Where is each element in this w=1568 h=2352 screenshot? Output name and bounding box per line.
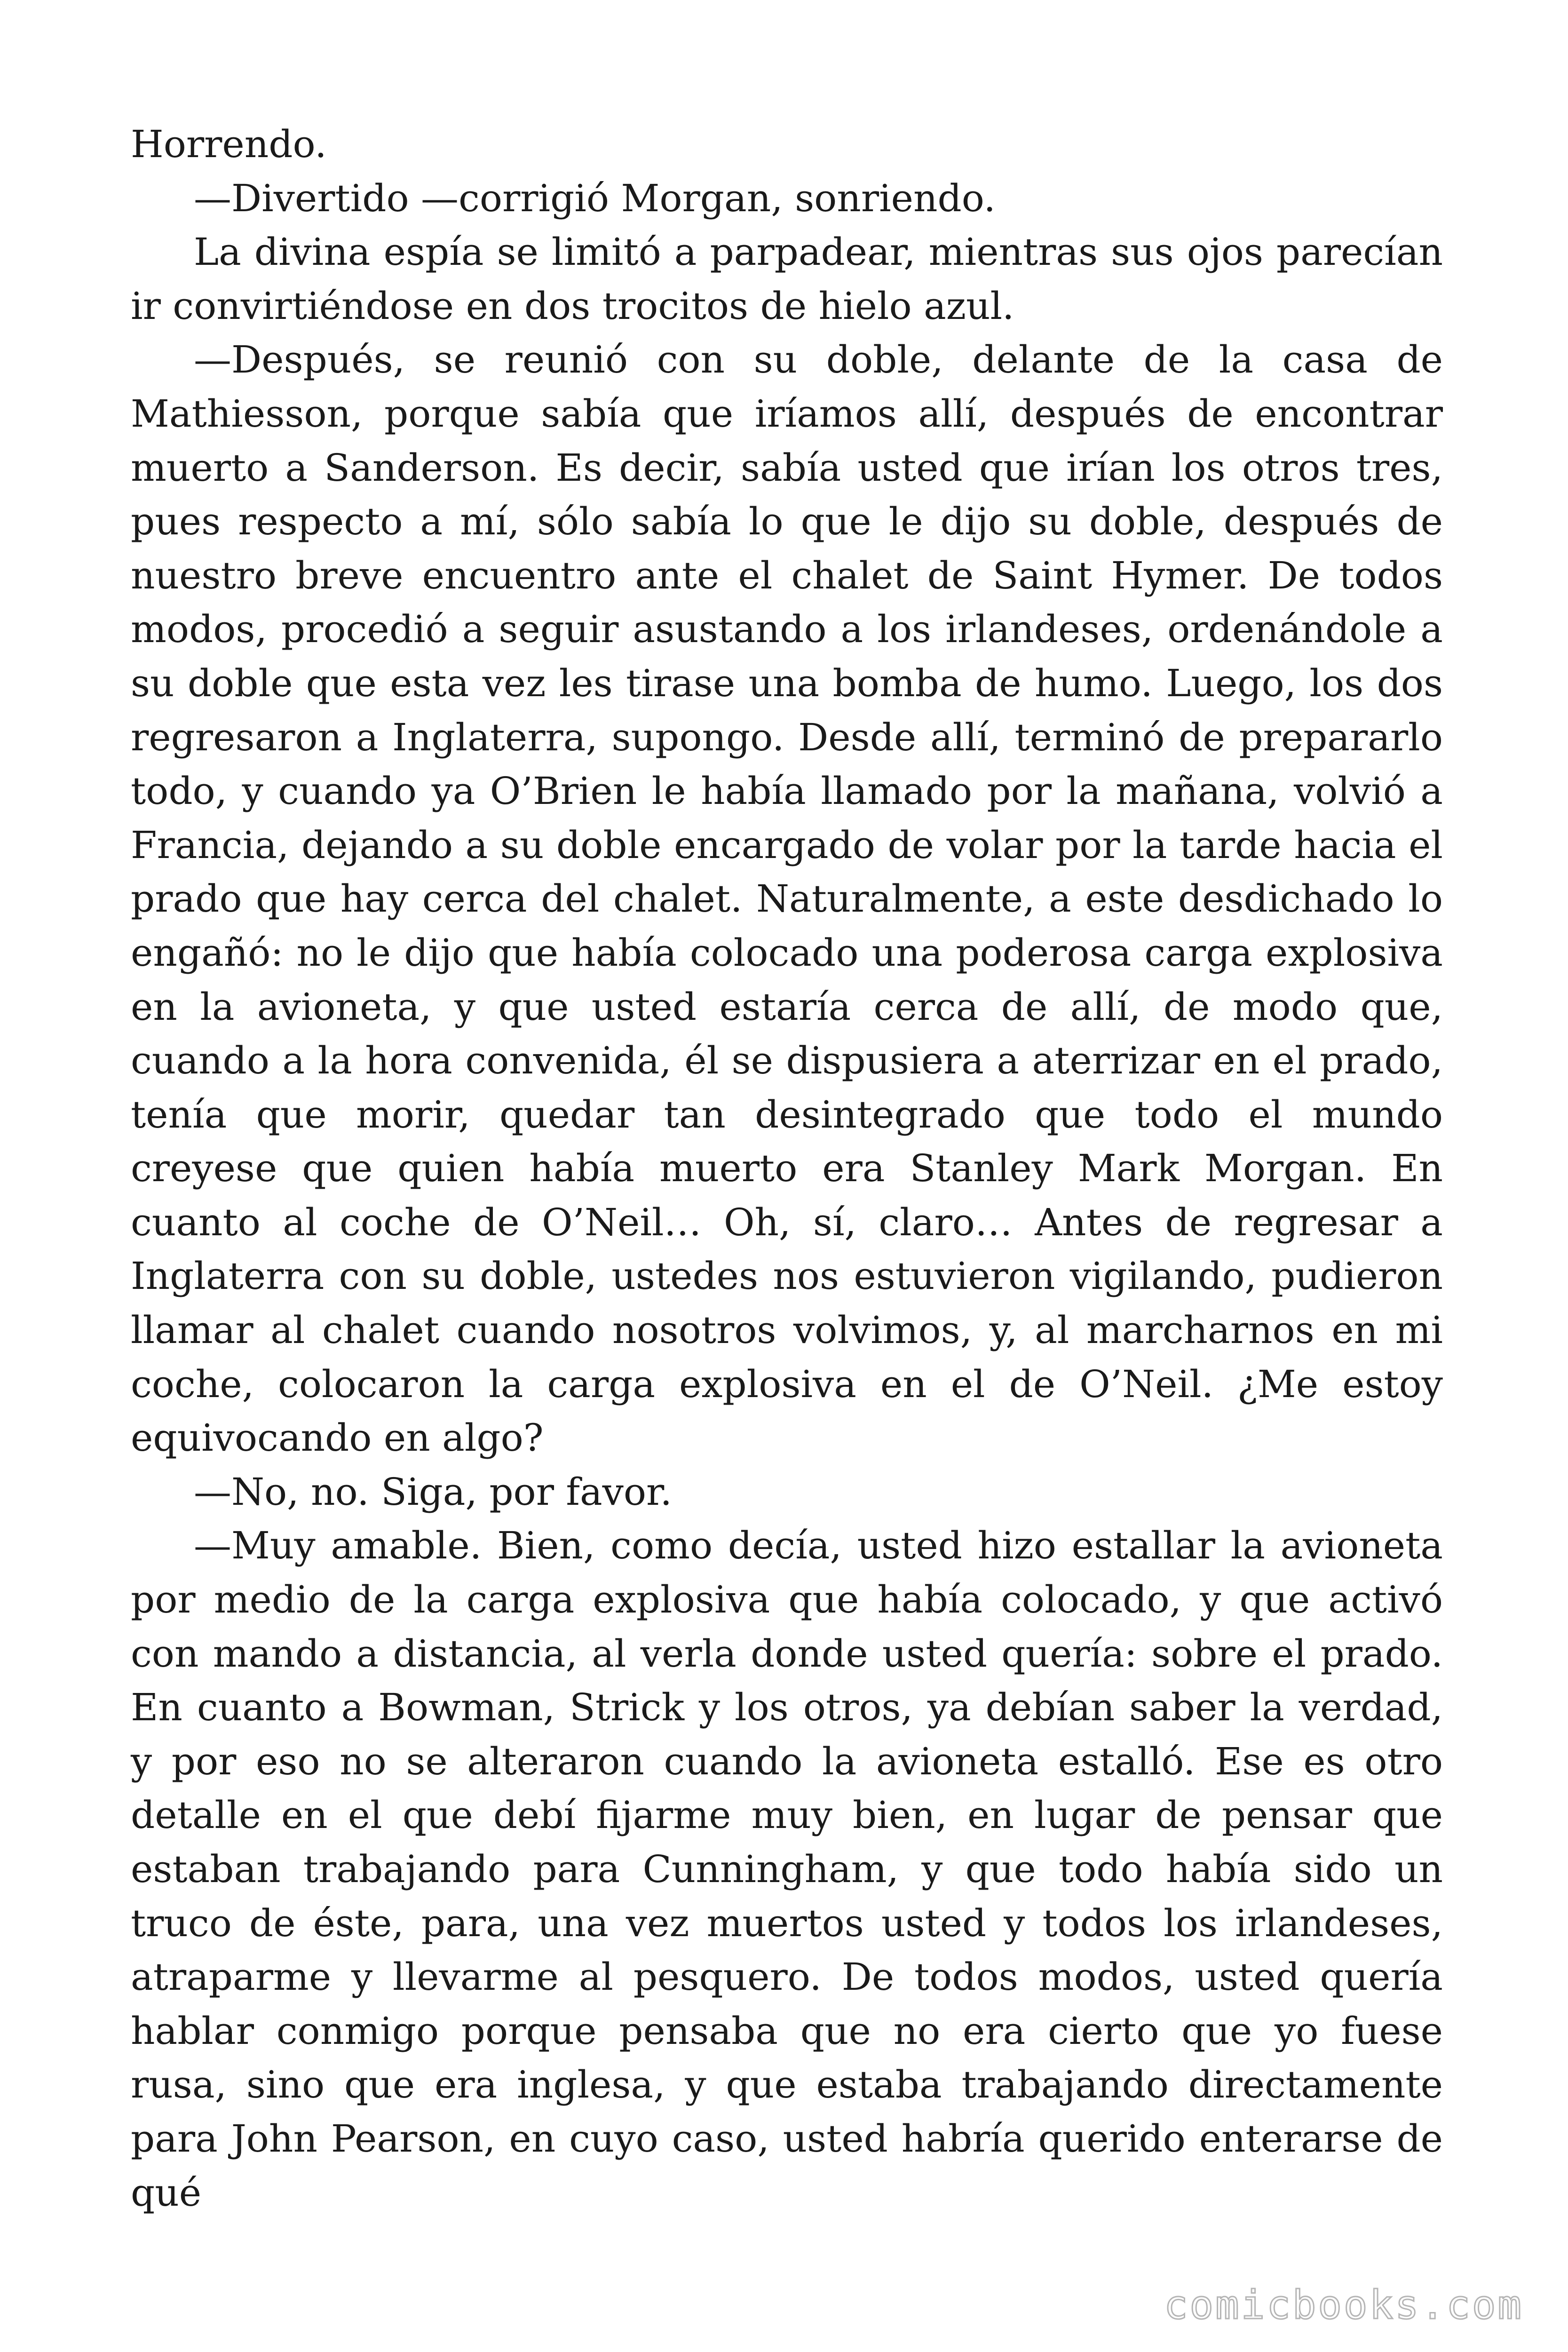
page-text [131, 118, 1443, 2220]
paragraph-6: —Muy amable. Bien, como decía, usted hizo estallar la avioneta por medio de la carga explosiva que había colocado, y que activó con mando a distancia, al verla donde usted quería: sobre el prado. En cuanto a Bowman, Strick y los otros, ya debían saber la verdad, y por eso no se alteraron cuando la avioneta estalló. Ese es otro detalle en el que debí fijarme muy bien, en lugar de pensar que estaban trabajando para Cunningham, y que todo había sido un truco de éste, para, una vez muertos usted y todos los irlandeses, atraparme y llevarme al pesquero. De todos modos, usted quería hablar conmigo porque pensaba que no era cierto que yo fuese rusa, sino que era inglesa, y que estaba trabajando directamente para John Pearson, en cuyo caso, usted habría querido enterarse de qué [131, 1524, 1443, 2215]
paragraph-4: —Después, se reunió con su doble, delante de la casa de Mathiesson, porque sabía que iríamos allí, después de encontrar muerto a Sanderson. Es decir, sabía usted que irían los otros tres, pues respecto a mí, sólo sabía lo que le dijo su doble, después de nuestro breve encuentro ante el chalet de Saint Hymer. De todos modos, procedió a seguir asustando a los irlandeses, ordenándole a su doble que esta vez les tirase una bomba de humo. Luego, los dos regresaron a Inglaterra, supongo. Desde allí, terminó de prepararlo todo, y cuando ya O’Brien le había llamado por la mañana, volvió a Francia, dejando a su doble encargado de volar por la tarde hacia el prado que hay cerca del chalet. Naturalmente, a este desdichado lo engañó: no le dijo que había colocado una poderosa carga explosiva en la avioneta, y que usted estaría cerca de allí, de modo que, cuando a la hora convenida, él se dispusiera a aterrizar en el prado, tenía que morir, quedar tan desintegrado que todo el mundo creyese que quien había muerto era Stanley Mark Morgan. En cuanto al coche de O’Neil… Oh, sí, claro… Antes de regresar a Inglaterra con su doble, ustedes nos estuvieron vigilando, pudieron llamar al chalet cuando nosotros volvimos, y, al marcharnos en mi coche, colocaron la carga explosiva en el de O’Neil. ¿Me estoy equivocando en algo? [131, 338, 1443, 1460]
watermark: comicbooks.com [1164, 2282, 1523, 2328]
paragraph-5: —No, no. Siga, por favor. [194, 1470, 672, 1514]
paragraph-1: Horrendo. [131, 122, 327, 166]
paragraph-3: La divina espía se limitó a parpadear, mientras sus ojos parecían ir convirtiéndose en dos trocitos de hielo azul. [131, 230, 1443, 328]
paragraph-2: —Divertido —corrigió Morgan, sonriendo. [194, 176, 996, 220]
